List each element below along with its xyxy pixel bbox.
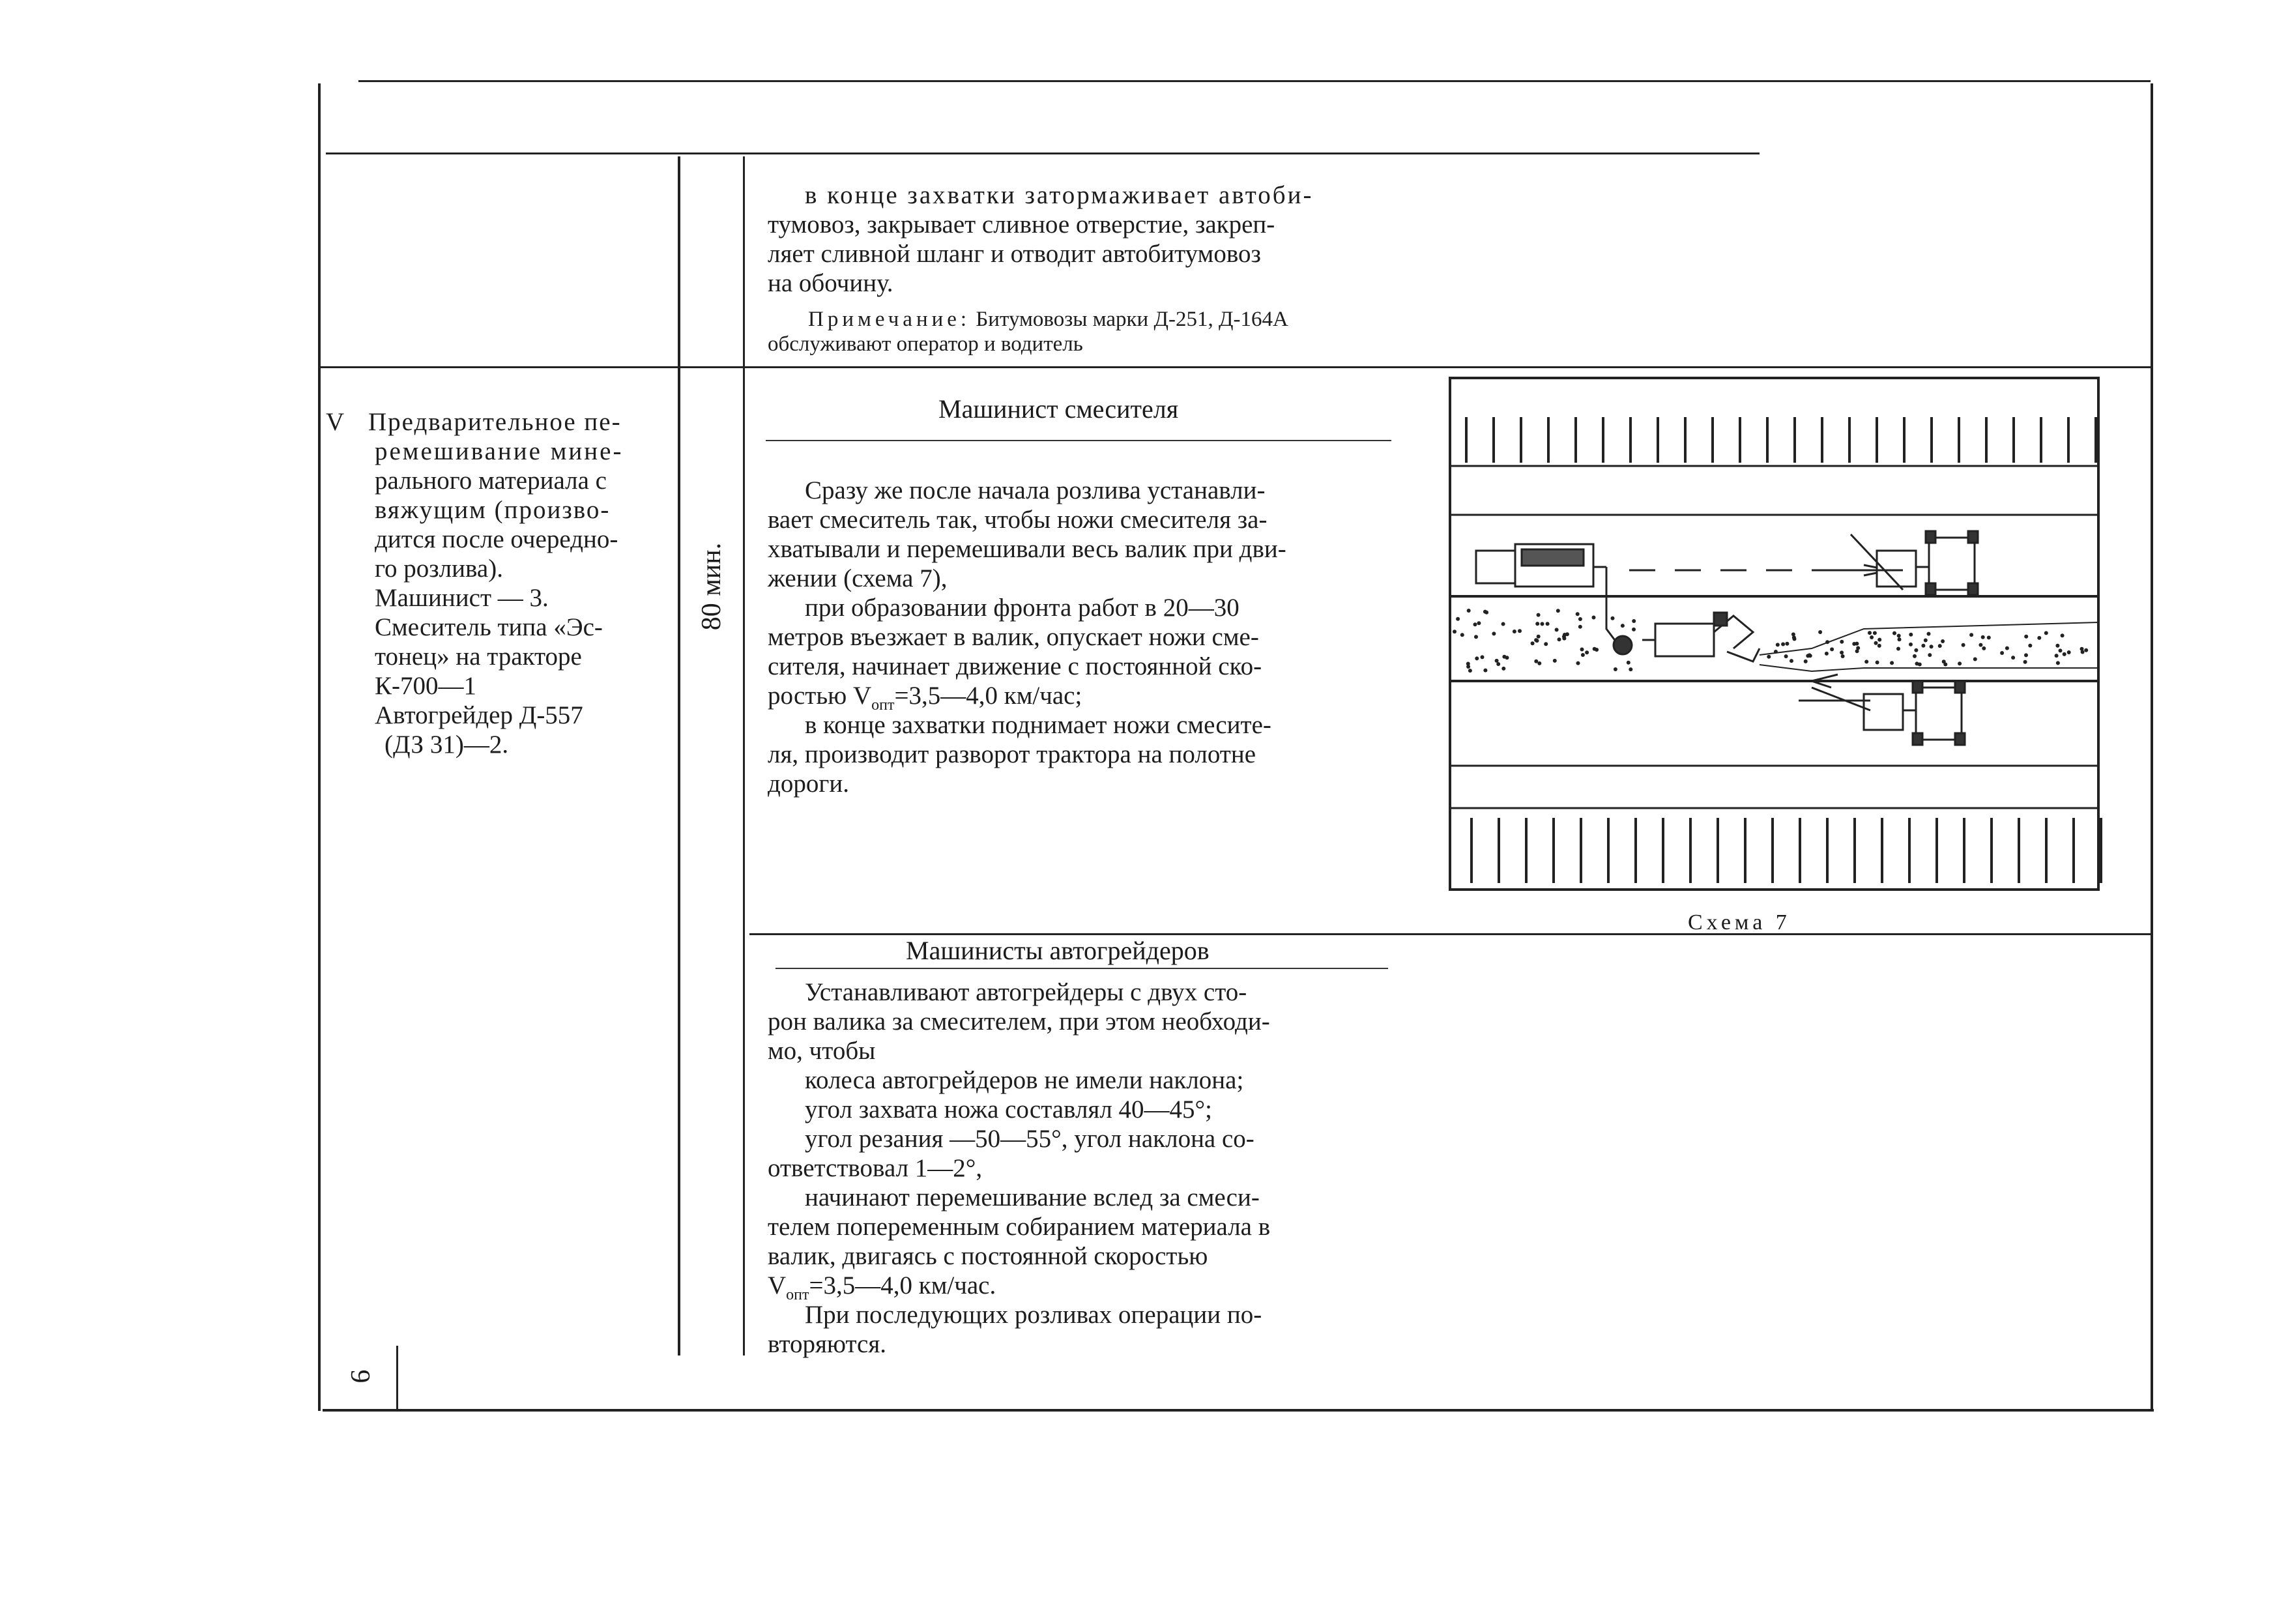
windrow-dot <box>1553 659 1557 663</box>
windrow-dot <box>1921 644 1925 648</box>
text-line: на обочину. <box>768 269 893 297</box>
windrow-dot <box>1501 667 1505 671</box>
windrow-dot <box>1544 642 1548 646</box>
windrow-dot <box>1576 612 1580 616</box>
windrow-dot <box>1873 631 1877 635</box>
windrow-dot <box>1909 633 1913 637</box>
frame-top-border <box>358 80 2151 82</box>
windrow-dot <box>1535 622 1539 626</box>
row-separator <box>319 366 2152 368</box>
fence-posts-top <box>1466 417 2096 463</box>
windrow-dot <box>1973 658 1977 661</box>
windrow-dot <box>1855 642 1859 646</box>
windrow-dot <box>1924 639 1928 643</box>
grader-line: валик, двигаясь с постоянной скоростью <box>768 1242 1208 1270</box>
operation-line: тонец» на тракторе <box>375 643 582 671</box>
windrow-dot <box>1877 644 1881 648</box>
windrow-dot <box>2011 656 2015 660</box>
operation-line: ремешивание мине- <box>375 437 624 465</box>
section-divider <box>749 933 2151 935</box>
windrow-dot <box>1804 660 1808 663</box>
windrow-dot <box>1987 635 1991 639</box>
speed-value: =3,5—4,0 км/час; <box>894 682 1082 710</box>
grader-line: Устанавливают автогрейдеры с двух сто- <box>805 978 1247 1006</box>
windrow-dot <box>1909 643 1913 646</box>
windrow-dot <box>1501 622 1505 626</box>
mixer-line: дороги. <box>768 770 849 798</box>
grader-section-title: Машинисты автогрейдеров <box>906 936 1210 965</box>
mixer-line: сителя, начинает движение с постоянной ско- <box>768 652 1262 680</box>
windrow-dot <box>1855 649 1859 653</box>
mixer-line: в конце захватки поднимает ножи смесите- <box>805 711 1271 739</box>
windrow-dot <box>1580 648 1584 652</box>
bitumen-truck <box>1476 544 1632 654</box>
windrow-dot <box>1962 643 1965 647</box>
windrow-dot <box>1785 642 1789 646</box>
windrow-dot <box>2081 650 2085 654</box>
windrow-dot <box>1981 635 1985 639</box>
grader-line: угол захвата ножа составлял 40—45°; <box>805 1095 1212 1124</box>
mixer-line: при образовании фронта работ в 20—30 <box>805 594 1239 622</box>
windrow-dot <box>1467 609 1471 613</box>
windrow-dot <box>1808 653 1812 657</box>
windrow-dot <box>1890 661 1894 665</box>
grader-line: рон валика за смесителем, при этом необходи- <box>768 1008 1270 1036</box>
windrow-dot <box>1928 653 1932 657</box>
windrow-dot <box>1877 638 1881 642</box>
windrow-dot <box>1781 643 1785 646</box>
windrow-dot <box>1868 631 1872 635</box>
page-number-box-right <box>396 1346 398 1411</box>
windrow-dot <box>1562 637 1566 641</box>
mixer-line: ля, производит разворот трактора на полотне <box>768 740 1256 768</box>
operation-line: К-700—1 <box>375 672 476 700</box>
windrow-dot <box>1537 661 1541 665</box>
text-line: в конце захватки затормаживает автоби- <box>805 181 1314 209</box>
windrow-dot <box>2055 644 2059 648</box>
operation-line: (ДЗ 31)—2. <box>384 731 509 759</box>
mixer-tractor <box>1642 613 1760 661</box>
column-divider-1 <box>678 156 680 1356</box>
windrow-dot <box>1941 639 1945 643</box>
windrow-dot <box>1938 644 1942 648</box>
speed-prefix: V <box>768 1271 787 1299</box>
windrow-dot <box>2061 633 2065 637</box>
windrow-dot <box>2024 653 2028 657</box>
note-line <box>808 306 1288 332</box>
windrow-dot <box>2063 652 2066 656</box>
speed-subscript: опт <box>786 1286 809 1303</box>
windrow-dot <box>1841 654 1845 658</box>
windrow-dot <box>1578 625 1582 629</box>
windrow-dot <box>1629 667 1632 671</box>
windrow-dot <box>1518 629 1522 633</box>
mixer-title-underline <box>766 440 1391 441</box>
windrow-dot <box>1790 659 1793 663</box>
scheme-caption: Схема 7 <box>1688 910 1791 935</box>
windrow-dot <box>1776 643 1780 646</box>
windrow-dot <box>1531 641 1535 645</box>
windrow-dot <box>1466 665 1470 669</box>
windrow-dot <box>1492 631 1496 635</box>
speed-value: =3,5—4,0 км/час. <box>809 1271 996 1299</box>
operation-line: Машинист — 3. <box>375 584 549 612</box>
windrow-dot <box>1896 647 1900 651</box>
windrow-dot <box>1930 645 1934 648</box>
windrow-dot <box>1793 637 1797 641</box>
windrow-dot <box>1892 631 1896 635</box>
windrow-dot <box>1627 661 1631 665</box>
windrow-dot <box>2055 654 2059 658</box>
operation-line: вяжущим (произво- <box>375 496 611 524</box>
windrow-dot <box>2067 650 2071 654</box>
windrow-dot <box>1914 648 1918 652</box>
windrow-dot <box>1534 638 1538 642</box>
windrow-dot <box>1585 650 1589 654</box>
frame-bottom-border <box>323 1409 2154 1412</box>
windrow-dot <box>1982 646 1986 650</box>
windrow-dot <box>1840 640 1844 644</box>
windrow-dot <box>1927 632 1931 636</box>
windrow-dot <box>1913 654 1917 658</box>
windrow-dots <box>1453 609 2088 673</box>
windrow-dot <box>1978 643 1982 647</box>
duration-label: 80 мин. <box>697 542 727 631</box>
windrow-dot <box>1576 661 1580 665</box>
windrow-dot <box>1534 660 1538 663</box>
note-line-2: обслуживают оператор и водитель <box>768 332 1083 356</box>
operation-line: рального материала с <box>375 467 607 495</box>
mixer-line: жении (схема 7), <box>768 564 948 592</box>
windrow-dot <box>2028 644 2032 648</box>
windrow-dot <box>1918 663 1922 667</box>
windrow-dot <box>1558 637 1561 641</box>
windrow-dot <box>1943 663 1947 667</box>
grader-line: начинают перемешивание вслед за смеси- <box>805 1183 1260 1211</box>
page-number: 9 <box>345 1369 375 1384</box>
column-divider-2 <box>743 156 745 1356</box>
speed-subscript: опт <box>871 696 895 714</box>
windrow-dot <box>1537 635 1541 639</box>
windrow-dot <box>1453 630 1457 633</box>
windrow-dot <box>1592 616 1596 620</box>
windrow-dot <box>2059 648 2063 652</box>
windrow-dot <box>2005 646 2009 650</box>
grader-line: угол резания —50—55°, угол наклона со- <box>805 1125 1254 1153</box>
windrow-dot <box>1632 619 1636 623</box>
grader-line: телем попеременным собиранием материала в <box>768 1213 1271 1241</box>
grader-line: вторяются. <box>768 1330 887 1358</box>
windrow-dot <box>1537 613 1541 617</box>
windrow-dot <box>1541 622 1544 626</box>
windrow-dot <box>2044 631 2048 635</box>
operation-line: го розлива). <box>375 555 503 583</box>
windrow-dot <box>1477 621 1481 625</box>
windrow-dot <box>1581 653 1585 657</box>
windrow-dot <box>1555 628 1559 631</box>
operation-line: Смеситель типа «Эс- <box>375 613 603 641</box>
operation-number: V <box>326 408 345 436</box>
mixer-line: метров въезжает в валик, опускает ножи сме- <box>768 623 1259 651</box>
windrow-dot <box>1830 647 1834 651</box>
text-line: тумовоз, закрывает сливное отверстие, закреп- <box>768 210 1275 239</box>
windrow-dot <box>2056 661 2060 665</box>
windrow-dot <box>1870 635 1874 639</box>
windrow-dot <box>1825 652 1829 656</box>
windrow-dot <box>1475 656 1479 660</box>
windrow-dot <box>1611 616 1615 620</box>
grader-line: колеса автогрейдеров не имели наклона; <box>805 1066 1244 1094</box>
windrow-dot <box>1481 655 1485 659</box>
windrow-dot <box>1632 628 1636 631</box>
grader-line: При последующих розливах операции по- <box>805 1301 1262 1329</box>
note-label: Примечание: <box>808 308 971 331</box>
windrow-dot <box>1483 610 1487 614</box>
fence-posts-bottom <box>1471 818 2101 883</box>
operation-line: Предварительное пе- <box>368 408 622 436</box>
operation-line: Автогрейдер Д-557 <box>375 701 583 729</box>
windrow-dot <box>2023 660 2027 664</box>
windrow-dot <box>1621 624 1625 628</box>
windrow-dot <box>1473 622 1477 626</box>
windrow-dot <box>1864 660 1868 663</box>
windrow-dot <box>1513 630 1516 633</box>
grader-title-underline <box>775 968 1388 969</box>
windrow-dot <box>1502 655 1506 659</box>
windrow-dot <box>1958 661 1962 665</box>
mixer-section-title: Машинист смесителя <box>938 394 1179 424</box>
grader-line: мо, чтобы <box>768 1037 876 1065</box>
windrow-dot <box>1460 633 1464 637</box>
windrow-dot <box>1898 637 1902 641</box>
windrow-dot <box>1874 641 1878 645</box>
grader-line: ответствовал 1—2°, <box>768 1154 983 1182</box>
windrow-dot <box>1593 647 1597 651</box>
mixer-line: Сразу же после начала розлива устанавли- <box>805 476 1266 504</box>
windrow-dot <box>2024 635 2028 639</box>
windrow-dot <box>1474 635 1478 639</box>
scheme-7-diagram <box>1447 375 2105 896</box>
operation-line: дится после очередно- <box>375 525 618 553</box>
grader-top <box>1838 531 1978 595</box>
windrow-dot <box>1614 667 1617 671</box>
windrow-dot <box>2000 651 2004 655</box>
windrow-dot <box>1456 617 1460 621</box>
windrow-dot <box>1546 622 1550 626</box>
frame-right-border <box>2151 83 2153 1411</box>
windrow-dot <box>1565 632 1569 636</box>
speed-prefix: ростью V <box>768 682 872 710</box>
windrow-dot <box>1969 633 1973 637</box>
windrow-dot <box>1897 634 1901 638</box>
note-text: Битумовозы марки Д-251, Д-164А <box>976 308 1288 331</box>
mixer-line: хватывали и перемешивали весь валик при дви- <box>768 535 1286 563</box>
windrow-dot <box>1767 655 1771 659</box>
frame-header-line <box>326 152 1760 154</box>
windrow-dot <box>1496 662 1500 666</box>
windrow-dot <box>1784 654 1788 658</box>
windrow-dot <box>2037 636 2041 640</box>
mixer-line: вает смеситель так, чтобы ножи смесителя за- <box>768 506 1268 534</box>
grader-bottom <box>1799 674 1965 745</box>
windrow-dot <box>1578 617 1582 621</box>
windrow-dot <box>1495 659 1499 663</box>
windrow-dot <box>1468 669 1472 673</box>
text-line: ляет сливной шланг и отводит автобитумовоз <box>768 240 1261 268</box>
windrow-dot <box>1556 609 1560 613</box>
windrow-dot <box>1876 661 1879 665</box>
windrow-dot <box>1483 669 1487 673</box>
windrow-dot <box>1840 650 1844 654</box>
windrow-dot <box>1818 630 1822 634</box>
frame-left-border <box>318 83 321 1411</box>
windrow-dot <box>2084 648 2088 652</box>
